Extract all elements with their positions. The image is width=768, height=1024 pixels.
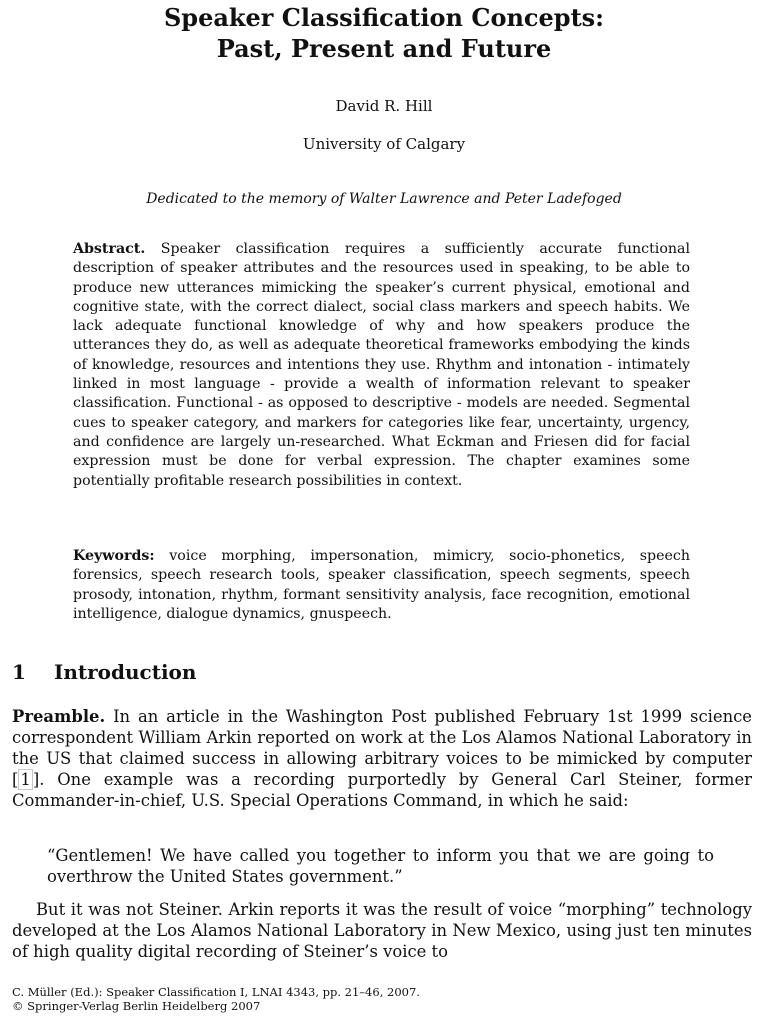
- page-footer: [12, 985, 752, 1013]
- keywords: [73, 547, 690, 624]
- title-line-2: Past, Present and Future: [216, 34, 552, 63]
- keywords-text: voice morphing, impersonation, mimicry, socio-phonetics, speech forensics, speech research tools, speaker classification, speech segments, speech prosody, intonation, rhythm, formant sensitivity analysis, face recognition, emotional intelligence, dialogue dynamics, gnuspeech.: [73, 548, 690, 622]
- title-line-1: Speaker Classification Concepts:: [163, 3, 605, 32]
- preamble-text-after: . One example was a recording purportedly by General Carl Steiner, former Commander-in-chief, U.S. Special Operations Command, in which he said:: [12, 770, 752, 811]
- keywords-label: Keywords:: [73, 548, 155, 564]
- section-number: 1: [12, 660, 26, 684]
- section-title: Introduction: [54, 660, 197, 684]
- preamble-label: Preamble.: [12, 707, 106, 726]
- author-affiliation: University of Calgary: [302, 135, 466, 153]
- preamble-paragraph: Preamble. In an article in the Washington Post published February 1st 1999 science correspondent William Arkin reported on work at the Los Alamos National Laboratory in the US that claimed success in allowing arbitrary voices to be mimicked by computer [ 1 ]. One example was a recording purportedly by General Carl Steiner, former Commander-in-chief, U.S. Special Operations Command, in which he said:: [12, 707, 753, 811]
- body-paragraph-2: But it was not Steiner. Arkin reports it was the result of voice “morphing” technology developed at the Los Alamos National Laboratory in New Mexico, using just ten minutes of high quality digital recording of Steiner’s voice to: [12, 900, 752, 962]
- citation-link[interactable]: 1: [20, 770, 31, 790]
- abstract-label: Abstract.: [73, 241, 146, 257]
- dedication: Dedicated to the memory of Walter Lawrence and Peter Ladefoged: [146, 191, 622, 207]
- paper-title: [0, 2, 768, 64]
- author-name: David R. Hill: [335, 97, 433, 115]
- footer-citation: C. Müller (Ed.): Speaker Classification I, LNAI 4343, pp. 21–46, 2007.: [12, 985, 420, 999]
- section-heading: [12, 658, 756, 686]
- footer-copyright: © Springer-Verlag Berlin Heidelberg 2007: [12, 999, 261, 1013]
- abstract: [73, 240, 690, 491]
- abstract-text: Speaker classification requires a sufficiently accurate functional description of speaker attributes and the resources used in speaking, to be able to produce new utterances mimicking the speaker’s current physical, emotional and cognitive state, with the correct dialect, social class markers and speech habits. We lack adequate functional knowledge of why and how speakers produce the utterances they do, as well as adequate theoretical frameworks embodying the kinds of knowledge, resources and intentions they use. Rhythm and intonation - intimately linked in most language - provide a wealth of information relevant to speaker classification. Functional - as opposed to descriptive - models are needed. Segmental cues to speaker category, and markers for categories like fear, uncertainty, urgency, and confidence are largely un-researched. What Eckman and Friesen did for facial expression must be done for verbal expression. The chapter examines some potentially profitable research possibilities in context.: [73, 241, 691, 489]
- preamble-text-before: In an article in the Washington Post published February 1st 1999 science correspondent William Arkin reported on work at the Los Alamos National Laboratory in the US that claimed success in allowing arbitrary voices to be mimicked by computer: [12, 707, 753, 769]
- block-quote: “Gentlemen! We have called you together to inform you that we are going to overthrow the United States government.”: [47, 846, 714, 887]
